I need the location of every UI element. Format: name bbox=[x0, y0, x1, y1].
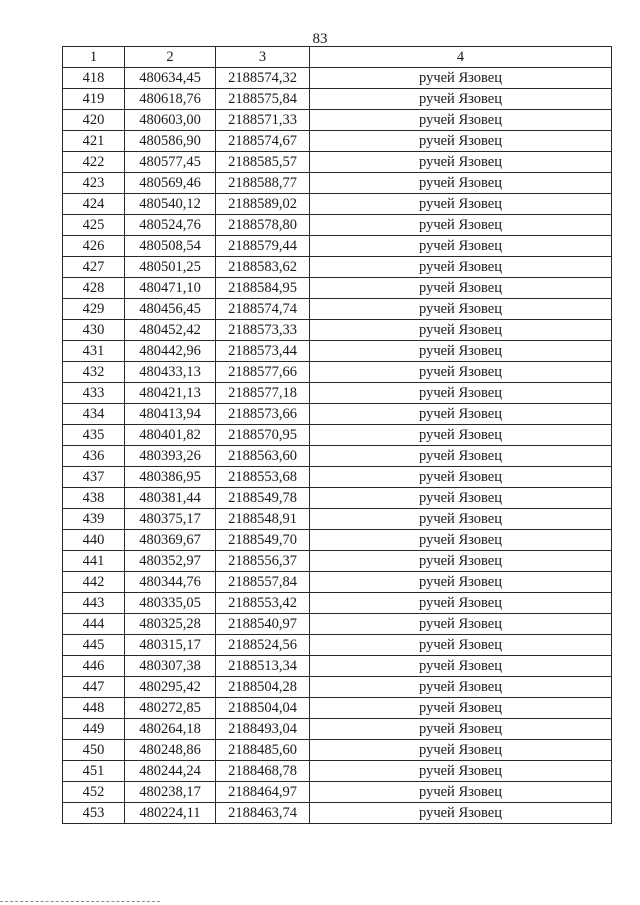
cell-y-coordinate: 2188493,04 bbox=[216, 719, 310, 740]
cell-description: ручей Язовец bbox=[310, 236, 612, 257]
cell-description: ручей Язовец bbox=[310, 404, 612, 425]
cell-description: ручей Язовец bbox=[310, 299, 612, 320]
cell-x-coordinate: 480524,76 bbox=[125, 215, 216, 236]
cell-y-coordinate: 2188589,02 bbox=[216, 194, 310, 215]
table-row bbox=[63, 236, 612, 257]
cell-x-coordinate: 480442,96 bbox=[125, 341, 216, 362]
table-row bbox=[63, 593, 612, 614]
cell-y-coordinate: 2188513,34 bbox=[216, 656, 310, 677]
table-row bbox=[63, 194, 612, 215]
cell-point-number: 444 bbox=[63, 614, 125, 635]
cell-description: ручей Язовец bbox=[310, 341, 612, 362]
cell-point-number: 452 bbox=[63, 782, 125, 803]
cell-y-coordinate: 2188468,78 bbox=[216, 761, 310, 782]
cell-description: ручей Язовец bbox=[310, 194, 612, 215]
cell-point-number: 424 bbox=[63, 194, 125, 215]
cell-y-coordinate: 2188585,57 bbox=[216, 152, 310, 173]
cell-description: ручей Язовец bbox=[310, 383, 612, 404]
cell-x-coordinate: 480501,25 bbox=[125, 257, 216, 278]
cell-y-coordinate: 2188557,84 bbox=[216, 572, 310, 593]
table-row bbox=[63, 488, 612, 509]
cell-point-number: 439 bbox=[63, 509, 125, 530]
cell-point-number: 436 bbox=[63, 446, 125, 467]
cell-point-number: 438 bbox=[63, 488, 125, 509]
cell-y-coordinate: 2188574,74 bbox=[216, 299, 310, 320]
cell-y-coordinate: 2188571,33 bbox=[216, 110, 310, 131]
cell-point-number: 429 bbox=[63, 299, 125, 320]
table-row bbox=[63, 215, 612, 236]
cell-point-number: 445 bbox=[63, 635, 125, 656]
table-row bbox=[63, 173, 612, 194]
table-row bbox=[63, 446, 612, 467]
table-row bbox=[63, 152, 612, 173]
cell-description: ручей Язовец bbox=[310, 110, 612, 131]
cell-x-coordinate: 480603,00 bbox=[125, 110, 216, 131]
cell-point-number: 428 bbox=[63, 278, 125, 299]
cell-y-coordinate: 2188553,68 bbox=[216, 467, 310, 488]
cell-y-coordinate: 2188573,33 bbox=[216, 320, 310, 341]
cell-point-number: 449 bbox=[63, 719, 125, 740]
cell-y-coordinate: 2188504,28 bbox=[216, 677, 310, 698]
table-row bbox=[63, 404, 612, 425]
cell-y-coordinate: 2188575,84 bbox=[216, 89, 310, 110]
cell-y-coordinate: 2188549,70 bbox=[216, 530, 310, 551]
cell-x-coordinate: 480244,24 bbox=[125, 761, 216, 782]
cell-point-number: 418 bbox=[63, 68, 125, 89]
table-row bbox=[63, 68, 612, 89]
cell-x-coordinate: 480315,17 bbox=[125, 635, 216, 656]
table-row bbox=[63, 278, 612, 299]
table-row bbox=[63, 110, 612, 131]
column-header-y: 3 bbox=[216, 47, 310, 68]
table-row bbox=[63, 131, 612, 152]
cell-y-coordinate: 2188574,67 bbox=[216, 131, 310, 152]
table-row bbox=[63, 89, 612, 110]
cell-y-coordinate: 2188573,66 bbox=[216, 404, 310, 425]
table-row bbox=[63, 656, 612, 677]
cell-description: ручей Язовец bbox=[310, 488, 612, 509]
cell-x-coordinate: 480508,54 bbox=[125, 236, 216, 257]
cell-point-number: 442 bbox=[63, 572, 125, 593]
cell-description: ручей Язовец bbox=[310, 719, 612, 740]
cell-y-coordinate: 2188464,97 bbox=[216, 782, 310, 803]
page-bottom-rule bbox=[0, 901, 160, 902]
cell-point-number: 450 bbox=[63, 740, 125, 761]
cell-x-coordinate: 480413,94 bbox=[125, 404, 216, 425]
cell-point-number: 419 bbox=[63, 89, 125, 110]
cell-point-number: 423 bbox=[63, 173, 125, 194]
cell-point-number: 431 bbox=[63, 341, 125, 362]
table-row bbox=[63, 257, 612, 278]
table-row bbox=[63, 320, 612, 341]
cell-description: ручей Язовец bbox=[310, 173, 612, 194]
cell-description: ручей Язовец bbox=[310, 677, 612, 698]
cell-x-coordinate: 480577,45 bbox=[125, 152, 216, 173]
cell-x-coordinate: 480456,45 bbox=[125, 299, 216, 320]
column-header-x: 2 bbox=[125, 47, 216, 68]
cell-description: ручей Язовец bbox=[310, 446, 612, 467]
table-body bbox=[63, 68, 612, 824]
page-number: 83 bbox=[312, 31, 328, 47]
cell-description: ручей Язовец bbox=[310, 740, 612, 761]
cell-x-coordinate: 480452,42 bbox=[125, 320, 216, 341]
table-row bbox=[63, 803, 612, 824]
cell-point-number: 426 bbox=[63, 236, 125, 257]
table-row bbox=[63, 782, 612, 803]
cell-x-coordinate: 480248,86 bbox=[125, 740, 216, 761]
cell-point-number: 433 bbox=[63, 383, 125, 404]
table-row bbox=[63, 362, 612, 383]
cell-y-coordinate: 2188573,44 bbox=[216, 341, 310, 362]
cell-y-coordinate: 2188540,97 bbox=[216, 614, 310, 635]
table-row bbox=[63, 551, 612, 572]
table-row bbox=[63, 341, 612, 362]
cell-y-coordinate: 2188579,44 bbox=[216, 236, 310, 257]
cell-description: ручей Язовец bbox=[310, 152, 612, 173]
cell-description: ручей Язовец bbox=[310, 530, 612, 551]
cell-description: ручей Язовец bbox=[310, 803, 612, 824]
cell-x-coordinate: 480471,10 bbox=[125, 278, 216, 299]
table-row bbox=[63, 719, 612, 740]
cell-x-coordinate: 480381,44 bbox=[125, 488, 216, 509]
cell-point-number: 435 bbox=[63, 425, 125, 446]
cell-x-coordinate: 480224,11 bbox=[125, 803, 216, 824]
cell-point-number: 430 bbox=[63, 320, 125, 341]
cell-point-number: 425 bbox=[63, 215, 125, 236]
cell-point-number: 451 bbox=[63, 761, 125, 782]
cell-description: ручей Язовец bbox=[310, 551, 612, 572]
cell-description: ручей Язовец bbox=[310, 782, 612, 803]
cell-description: ручей Язовец bbox=[310, 68, 612, 89]
cell-description: ручей Язовец bbox=[310, 509, 612, 530]
cell-y-coordinate: 2188588,77 bbox=[216, 173, 310, 194]
table-row bbox=[63, 614, 612, 635]
cell-x-coordinate: 480238,17 bbox=[125, 782, 216, 803]
cell-x-coordinate: 480634,45 bbox=[125, 68, 216, 89]
cell-y-coordinate: 2188570,95 bbox=[216, 425, 310, 446]
table-row bbox=[63, 530, 612, 551]
cell-x-coordinate: 480540,12 bbox=[125, 194, 216, 215]
cell-description: ручей Язовец bbox=[310, 467, 612, 488]
cell-x-coordinate: 480375,17 bbox=[125, 509, 216, 530]
cell-description: ручей Язовец bbox=[310, 614, 612, 635]
cell-y-coordinate: 2188463,74 bbox=[216, 803, 310, 824]
cell-y-coordinate: 2188578,80 bbox=[216, 215, 310, 236]
cell-x-coordinate: 480421,13 bbox=[125, 383, 216, 404]
cell-x-coordinate: 480307,38 bbox=[125, 656, 216, 677]
table-row bbox=[63, 572, 612, 593]
cell-point-number: 437 bbox=[63, 467, 125, 488]
cell-description: ручей Язовец bbox=[310, 425, 612, 446]
cell-y-coordinate: 2188577,18 bbox=[216, 383, 310, 404]
cell-description: ручей Язовец bbox=[310, 131, 612, 152]
cell-y-coordinate: 2188485,60 bbox=[216, 740, 310, 761]
table-row bbox=[63, 383, 612, 404]
cell-point-number: 434 bbox=[63, 404, 125, 425]
table-row bbox=[63, 761, 612, 782]
cell-point-number: 453 bbox=[63, 803, 125, 824]
cell-description: ручей Язовец bbox=[310, 761, 612, 782]
cell-x-coordinate: 480393,26 bbox=[125, 446, 216, 467]
cell-x-coordinate: 480264,18 bbox=[125, 719, 216, 740]
cell-point-number: 422 bbox=[63, 152, 125, 173]
cell-x-coordinate: 480325,28 bbox=[125, 614, 216, 635]
cell-point-number: 421 bbox=[63, 131, 125, 152]
cell-description: ручей Язовец bbox=[310, 593, 612, 614]
cell-y-coordinate: 2188549,78 bbox=[216, 488, 310, 509]
table-row bbox=[63, 425, 612, 446]
cell-description: ручей Язовец bbox=[310, 320, 612, 341]
table-header-row bbox=[63, 47, 612, 68]
cell-x-coordinate: 480369,67 bbox=[125, 530, 216, 551]
cell-y-coordinate: 2188548,91 bbox=[216, 509, 310, 530]
cell-point-number: 440 bbox=[63, 530, 125, 551]
cell-description: ручей Язовец bbox=[310, 635, 612, 656]
cell-y-coordinate: 2188563,60 bbox=[216, 446, 310, 467]
cell-point-number: 420 bbox=[63, 110, 125, 131]
cell-point-number: 446 bbox=[63, 656, 125, 677]
table-row bbox=[63, 740, 612, 761]
cell-description: ручей Язовец bbox=[310, 362, 612, 383]
cell-x-coordinate: 480401,82 bbox=[125, 425, 216, 446]
cell-y-coordinate: 2188577,66 bbox=[216, 362, 310, 383]
cell-point-number: 427 bbox=[63, 257, 125, 278]
table-row bbox=[63, 635, 612, 656]
cell-y-coordinate: 2188584,95 bbox=[216, 278, 310, 299]
cell-y-coordinate: 2188556,37 bbox=[216, 551, 310, 572]
cell-y-coordinate: 2188553,42 bbox=[216, 593, 310, 614]
cell-x-coordinate: 480352,97 bbox=[125, 551, 216, 572]
cell-x-coordinate: 480386,95 bbox=[125, 467, 216, 488]
cell-description: ручей Язовец bbox=[310, 257, 612, 278]
cell-x-coordinate: 480569,46 bbox=[125, 173, 216, 194]
cell-point-number: 448 bbox=[63, 698, 125, 719]
cell-x-coordinate: 480618,76 bbox=[125, 89, 216, 110]
cell-description: ручей Язовец bbox=[310, 215, 612, 236]
column-header-description: 4 bbox=[310, 47, 612, 68]
cell-description: ручей Язовец bbox=[310, 656, 612, 677]
table-row bbox=[63, 677, 612, 698]
cell-point-number: 441 bbox=[63, 551, 125, 572]
cell-point-number: 432 bbox=[63, 362, 125, 383]
cell-x-coordinate: 480335,05 bbox=[125, 593, 216, 614]
cell-y-coordinate: 2188583,62 bbox=[216, 257, 310, 278]
cell-y-coordinate: 2188524,56 bbox=[216, 635, 310, 656]
cell-x-coordinate: 480433,13 bbox=[125, 362, 216, 383]
table-row bbox=[63, 509, 612, 530]
cell-description: ручей Язовец bbox=[310, 278, 612, 299]
cell-x-coordinate: 480295,42 bbox=[125, 677, 216, 698]
cell-description: ручей Язовец bbox=[310, 572, 612, 593]
cell-y-coordinate: 2188504,04 bbox=[216, 698, 310, 719]
table-row bbox=[63, 467, 612, 488]
cell-point-number: 447 bbox=[63, 677, 125, 698]
cell-description: ручей Язовец bbox=[310, 89, 612, 110]
table-row bbox=[63, 698, 612, 719]
cell-x-coordinate: 480344,76 bbox=[125, 572, 216, 593]
cell-x-coordinate: 480586,90 bbox=[125, 131, 216, 152]
column-header-number: 1 bbox=[63, 47, 125, 68]
cell-description: ручей Язовец bbox=[310, 698, 612, 719]
coordinates-table bbox=[62, 46, 612, 824]
cell-point-number: 443 bbox=[63, 593, 125, 614]
table-row bbox=[63, 299, 612, 320]
cell-y-coordinate: 2188574,32 bbox=[216, 68, 310, 89]
cell-x-coordinate: 480272,85 bbox=[125, 698, 216, 719]
